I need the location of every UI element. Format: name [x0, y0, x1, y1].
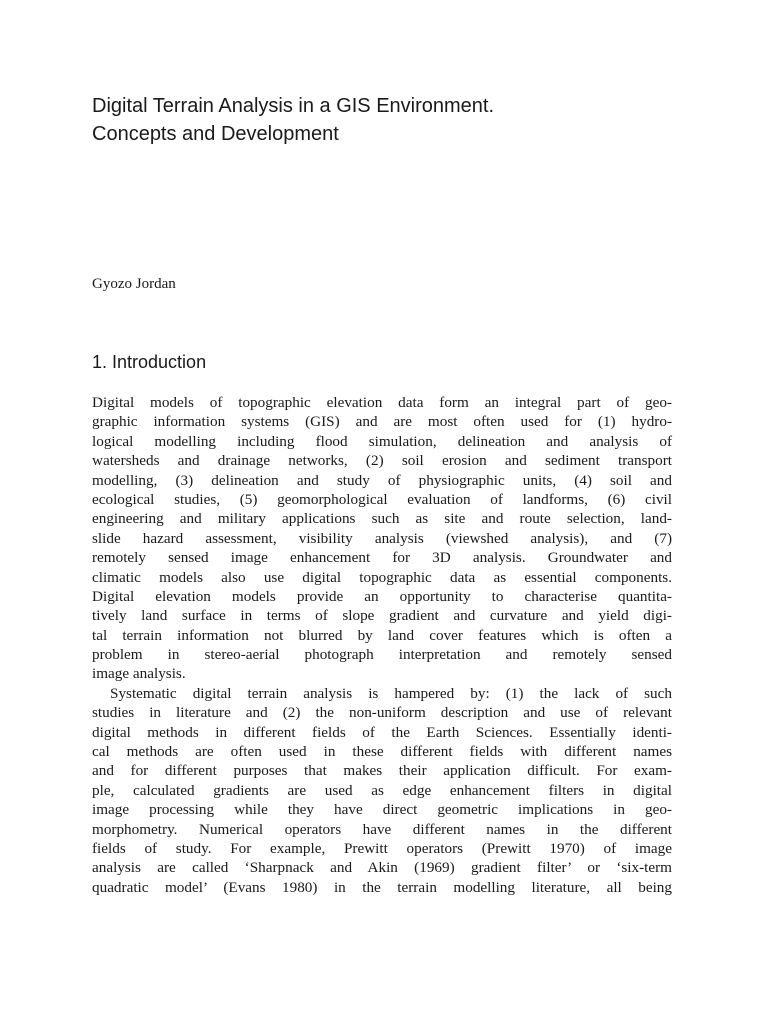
author-name: Gyozo Jordan — [92, 276, 176, 292]
text-line: logical modelling including flood simulation, delineation and analysis of — [92, 432, 672, 450]
text-line: engineering and military applications such as site and route selection, land- — [92, 510, 672, 528]
text-line: digital methods in different fields of the Earth Sciences. Essentially identi- — [92, 723, 672, 741]
text-line: watersheds and drainage networks, (2) soil erosion and sediment transport — [92, 452, 672, 470]
text-line: and for different purposes that makes their application difficult. For exam- — [92, 762, 672, 780]
paragraph-2 — [92, 684, 672, 897]
text-line: tal terrain information not blurred by land cover features which is often a — [92, 626, 672, 644]
text-line: graphic information systems (GIS) and are most often used for (1) hydro- — [92, 413, 672, 431]
text-line: quadratic model’ (Evans 1980) in the terrain modelling literature, all being — [92, 878, 672, 896]
text-line: studies in literature and (2) the non-uniform description and use of relevant — [92, 704, 672, 722]
text-line: problem in stereo-aerial photograph interpretation and remotely sensed — [92, 646, 672, 664]
text-line: image analysis. — [92, 665, 186, 683]
text-line: cal methods are often used in these different fields with different names — [92, 743, 672, 761]
text-line: climatic models also use digital topographic data as essential components. — [92, 568, 672, 586]
text-line: Systematic digital terrain analysis is hampered by: (1) the lack of such — [110, 684, 672, 702]
text-line: analysis are called ‘Sharpnack and Akin (1969) gradient filter’ or ‘six-term — [92, 859, 672, 877]
body-text — [92, 393, 672, 897]
section-heading: 1. Introduction — [92, 352, 207, 372]
text-line: morphometry. Numerical operators have different names in the different — [92, 820, 672, 838]
text-line: Digital models of topographic elevation data form an integral part of geo- — [92, 394, 672, 411]
text-line: ecological studies, (5) geomorphological evaluation of landforms, (6) civil — [92, 490, 672, 508]
paper-title-line-2: Concepts and Development — [92, 123, 339, 145]
text-line: image processing while they have direct geometric implications in geo- — [92, 801, 672, 819]
text-line: slide hazard assessment, visibility analysis (viewshed analysis), and (7) — [92, 529, 672, 547]
text-line: remotely sensed image enhancement for 3D analysis. Groundwater and — [92, 549, 672, 567]
paper-title-line-1: Digital Terrain Analysis in a GIS Environment. — [92, 95, 495, 117]
text-line: Digital elevation models provide an opportunity to characterise quantita- — [92, 587, 672, 605]
text-line: fields of study. For example, Prewitt operators (Prewitt 1970) of image — [92, 839, 672, 857]
text-line: tively land surface in terms of slope gradient and curvature and yield digi- — [92, 607, 672, 625]
paper-title — [92, 92, 692, 148]
text-line: ple, calculated gradients are used as edge enhancement filters in digital — [92, 781, 672, 799]
text-line: modelling, (3) delineation and study of physiographic units, (4) soil and — [92, 471, 672, 489]
paragraph-1 — [92, 393, 672, 684]
